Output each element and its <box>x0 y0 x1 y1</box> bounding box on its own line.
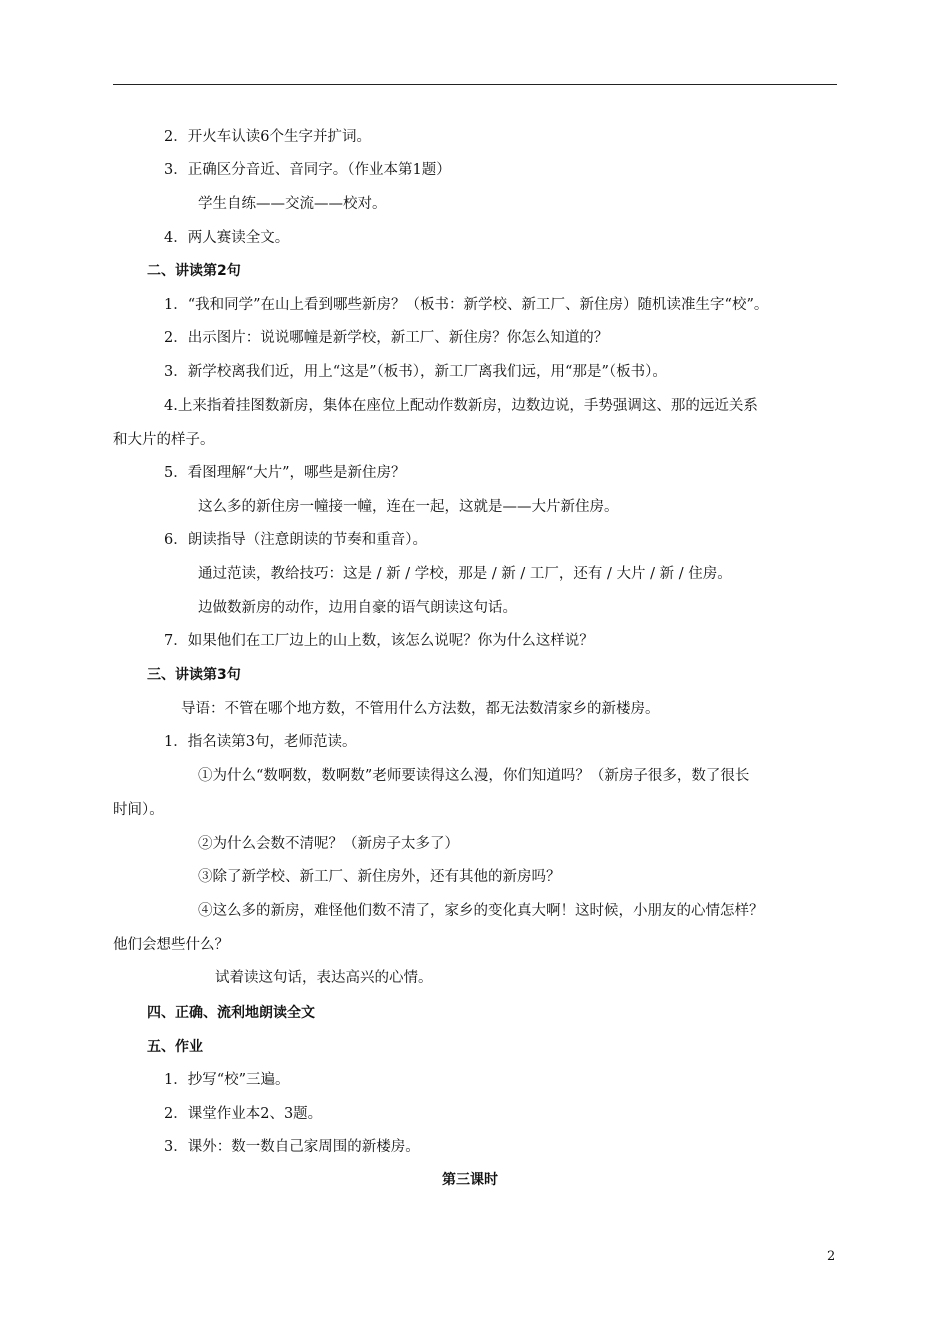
text-line: 通过范读，教给技巧：这是 / 新 / 学校，那是 / 新 / 工厂，还有 / 大片 / 新 / 住房。 <box>198 566 732 582</box>
text-line: 2．开火车认读6个生字并扩词。 <box>164 129 371 145</box>
text-line: 6．朗读指导（注意朗读的节奏和重音）。 <box>164 532 427 548</box>
text-line: 边做数新房的动作，边用自豪的语气朗读这句话。 <box>198 600 517 616</box>
section-heading: 五、作业 <box>147 1039 203 1055</box>
text-line: 4.上来指着挂图数新房，集体在座位上配动作数新房，边数边说，手势强调这、那的远近关系 <box>164 398 758 414</box>
text-line: 试着读这句话，表达高兴的心情。 <box>215 970 433 986</box>
page-number: 2 <box>827 1249 836 1264</box>
text-line: 3．正确区分音近、音同字。（作业本第1题） <box>164 162 451 178</box>
section-heading: 二、讲读第2句 <box>147 263 241 279</box>
text-line: 4．两人赛读全文。 <box>164 230 290 246</box>
lesson-heading: 第三课时 <box>442 1172 498 1188</box>
text-line: 1．抄写“校”三遍。 <box>164 1072 290 1088</box>
text-line: 7．如果他们在工厂边上的山上数，该怎么说呢？你为什么这样说？ <box>164 633 594 649</box>
text-line: 和大片的样子。 <box>113 432 215 448</box>
text-line: ②为什么会数不清呢？（新房子太多了） <box>198 836 459 852</box>
text-line: 这么多的新住房一幢接一幢，连在一起，这就是——大片新住房。 <box>198 499 619 515</box>
text-line: 导语：不管在哪个地方数，不管用什么方法数，都无法数清家乡的新楼房。 <box>181 701 660 717</box>
text-line: ④这么多的新房，难怪他们数不清了，家乡的变化真大啊！这时候，小朋友的心情怎样？ <box>198 903 764 919</box>
text-line: 2．课堂作业本2、3题。 <box>164 1106 323 1122</box>
section-heading: 四、正确、流利地朗读全文 <box>147 1005 315 1021</box>
header-rule <box>113 84 837 85</box>
text-line: 1．指名读第3句，老师范读。 <box>164 734 357 750</box>
text-line: 时间）。 <box>113 802 164 818</box>
text-line: 2．出示图片：说说哪幢是新学校，新工厂、新住房？你怎么知道的？ <box>164 330 609 346</box>
text-line: 5．看图理解“大片”，哪些是新住房？ <box>164 465 406 481</box>
text-line: ③除了新学校、新工厂、新住房外，还有其他的新房吗？ <box>198 869 561 885</box>
text-line: 3．新学校离我们近，用上“这是”（板书），新工厂离我们远，用“那是”（板书）。 <box>164 364 667 380</box>
text-line: 他们会想些什么？ <box>113 937 229 953</box>
section-heading: 三、讲读第3句 <box>147 667 241 683</box>
text-line: ①为什么“数啊数，数啊数”老师要读得这么漫，你们知道吗？（新房子很多，数了很长 <box>198 768 750 784</box>
text-line: 3．课外：数一数自己家周围的新楼房。 <box>164 1139 420 1155</box>
text-line: 学生自练——交流——校对。 <box>198 196 387 212</box>
text-line: 1．“我和同学”在山上看到哪些新房？（板书：新学校、新工厂、新住房）随机读准生字“校”。 <box>164 297 769 313</box>
